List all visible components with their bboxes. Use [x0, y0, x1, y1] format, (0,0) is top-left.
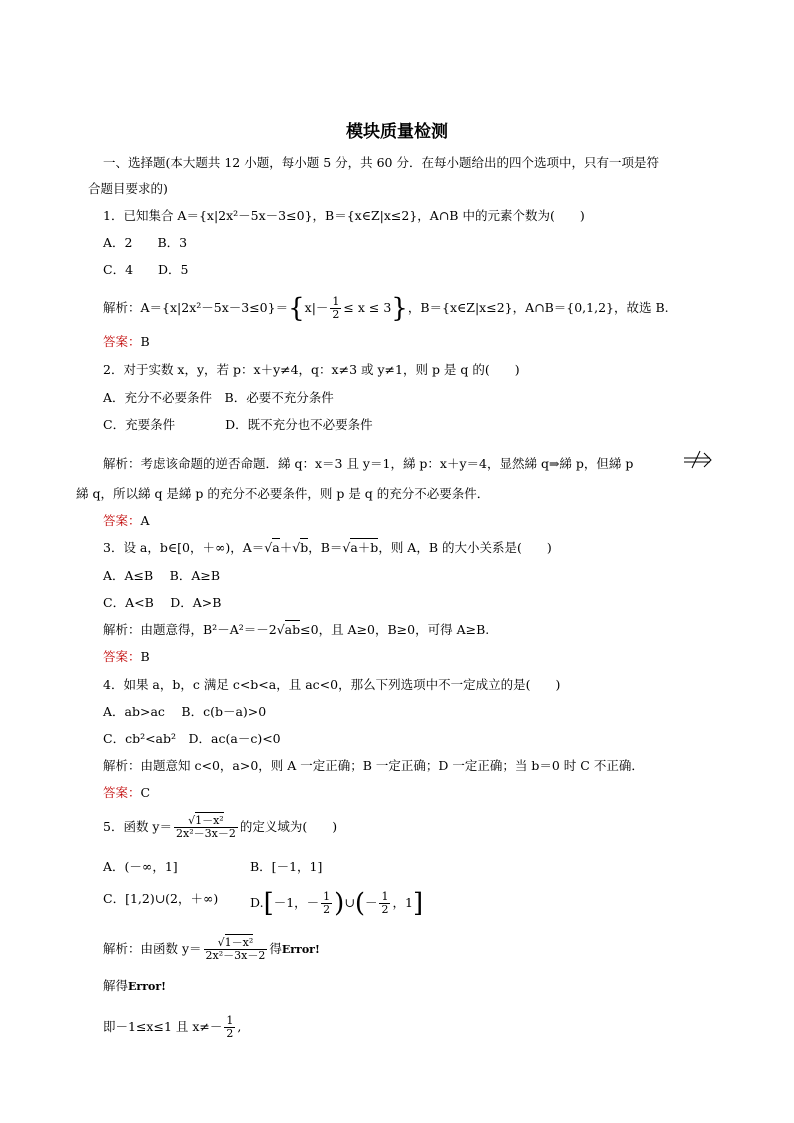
q5-solution-line-3 — [103, 1015, 241, 1040]
fraction-numerator: 1 — [381, 890, 389, 903]
fraction-denominator: 2 — [226, 1027, 234, 1040]
q4-options-ab: A．ab>ac B．c(b－a)>0 — [103, 704, 267, 719]
section-heading-line-1: 一、选择题(本大题共 12 小题，每小题 5 分，共 60 分．在每小题给出的四个选项中，只有一项是符 — [103, 155, 659, 170]
error-text: Error! — [128, 980, 166, 993]
q3-solution-b: ≤0，且 A≥0，B≥0，可得 A≥B. — [300, 622, 490, 637]
q5-option-b: B．[－1，1] — [250, 859, 323, 874]
sqrt-icon: √ — [217, 936, 225, 949]
plus-sign: ＋ — [279, 540, 293, 555]
q1-fraction — [330, 296, 341, 321]
q4-answer — [103, 785, 150, 801]
sqrt-icon: √ — [264, 540, 273, 555]
answer-label: 答案： — [103, 649, 141, 664]
q3-stem-a: 3．设 a，b∈[0，＋∞)，A＝ — [103, 540, 265, 555]
sqrt-ab: ab — [284, 622, 301, 637]
q2-options-cd: C．充要条件 D．既不充分也不必要条件 — [103, 417, 373, 432]
sqrt-b: b — [300, 540, 309, 555]
fraction-denominator: 2 — [381, 903, 389, 916]
q5-stem — [103, 815, 337, 840]
q2-options-ab: A．充分不必要条件 B．必要不充分条件 — [103, 390, 334, 405]
answer-value: C — [140, 785, 151, 800]
q3-answer — [103, 649, 150, 665]
option-d-label: D. — [250, 895, 264, 910]
option-d-part-b: －1，－ — [273, 895, 320, 910]
page-title: 模块质量检测 — [346, 122, 448, 142]
left-brace: { — [288, 293, 305, 324]
fraction-denominator: 2x²－3x－2 — [176, 827, 236, 840]
q5-solution-2a: 解得 — [103, 978, 129, 993]
q5-stem-b: 的定义域为( ) — [239, 819, 338, 834]
q4-solution: 解析：由题意知 c<0，a>0，则 A 一定正确；B 一定正确；D 一定正确；当 b＝0 时 C 不正确． — [103, 758, 644, 773]
q1-solution-b: ，B＝{x∈Z|x≤2}，A∩B＝{0,1,2}，故选 B. — [407, 300, 669, 315]
answer-value: B — [140, 334, 150, 349]
sqrt-content: 1－x² — [224, 936, 254, 949]
answer-value: A — [140, 513, 150, 528]
left-paren: ( — [354, 888, 365, 919]
half-fraction — [224, 1015, 235, 1040]
q5-solution-fraction — [204, 937, 268, 962]
q5-option-a: A．(－∞，1] — [103, 859, 178, 874]
left-bracket: [ — [263, 888, 274, 919]
q5-fraction — [174, 815, 238, 840]
q1-options-ab: A．2 B．3 — [103, 235, 188, 250]
q5-option-c: C．[1,2)∪(2，＋∞) — [103, 891, 219, 906]
q4-options-cd: C．cb²<ab² D．ac(a－c)<0 — [103, 731, 281, 746]
fraction-denominator: 2 — [323, 903, 331, 916]
option-d-part-d: － — [364, 895, 378, 910]
q5-stem-a: 5．函数 y＝ — [103, 819, 172, 834]
q3-solution-a: 解析：由题意得，B²－A²＝－2 — [103, 622, 277, 637]
answer-value: B — [140, 649, 150, 664]
q3-stem — [103, 540, 552, 556]
q5-solution-3a: 即－1≤x≤1 且 x≠－ — [103, 1019, 223, 1034]
q3-options-ab: A．A≤B B．A≥B — [103, 568, 221, 583]
q5-solution-line-2 — [103, 978, 166, 995]
q1-solution-a: 解析：A＝{x|2x²－5x－3≤0}＝ — [103, 300, 289, 315]
sqrt-icon: √ — [292, 540, 301, 555]
q1-solution-set-right: ≤ x ≤ 3 — [343, 300, 392, 315]
q3-stem-c: ，则 A，B 的大小关系是( ) — [378, 540, 552, 555]
q5-solution-b: 得 — [269, 941, 282, 956]
q2-stem: 2．对于实数 x，y，若 p：x＋y≠4，q：x≠3 或 y≠1，则 p 是 q 的( ) — [103, 362, 520, 377]
answer-label: 答案： — [103, 513, 141, 528]
option-d-part-e: ，1 — [392, 895, 413, 910]
q1-stem: 1．已知集合 A＝{x|2x²－5x－3≤0}，B＝{x∈Z|x≤2}，A∩B 中的元素个数为( ) — [103, 208, 585, 223]
error-text: Error! — [281, 943, 320, 956]
q2-solution-line-2: 綈 q，所以綈 q 是綈 p 的充分不必要条件，则 p 是 q 的充分不必要条件． — [76, 486, 490, 501]
q1-solution-set-left: x|－ — [304, 300, 329, 315]
fraction-denominator: 2 — [332, 308, 340, 321]
sqrt-content: 1－x² — [195, 814, 224, 827]
q3-solution — [103, 622, 489, 638]
sqrt-a: a — [272, 540, 280, 555]
not-implies-arrow-icon — [682, 448, 714, 470]
fraction-numerator: 1 — [332, 295, 340, 308]
q1-solution — [103, 293, 669, 324]
q1-options-cd: C．4 D．5 — [103, 262, 189, 277]
q3-options-cd: C．A<B D．A>B — [103, 595, 222, 610]
q2-answer — [103, 513, 150, 529]
q4-stem: 4．如果 a，b，c 满足 c<b<a，且 ac<0，那么下列选项中不一定成立的是( ) — [103, 677, 561, 692]
fraction-denominator: 2x²－3x－2 — [205, 949, 266, 962]
half-fraction — [321, 891, 332, 916]
q1-answer — [103, 334, 150, 350]
right-paren: ) — [334, 888, 345, 919]
q5-solution-a: 解析：由函数 y＝ — [103, 941, 202, 956]
union-symbol: ∪ — [344, 895, 355, 910]
sqrt-a-plus-b: a＋b — [350, 540, 379, 555]
q3-stem-b: ，B＝ — [308, 540, 343, 555]
q5-solution-3b: , — [237, 1019, 242, 1034]
answer-label: 答案： — [103, 334, 141, 349]
fraction-numerator: 1 — [323, 890, 331, 903]
q5-option-d — [250, 888, 424, 919]
sqrt-icon: √ — [342, 540, 351, 555]
q5-solution-line-1 — [103, 937, 320, 962]
half-fraction — [379, 891, 390, 916]
section-heading-line-2: 合题目要求的) — [88, 181, 168, 196]
sqrt-icon: √ — [276, 622, 285, 637]
fraction-numerator: 1 — [226, 1014, 234, 1027]
q2-solution-line-1: 解析：考虑该命题的逆否命题．綈 q：x＝3 且 y＝1，綈 p：x＋y＝4，显然綈 q⇒綈 p，但綈 p — [103, 456, 634, 471]
answer-label: 答案： — [103, 785, 141, 800]
sqrt-icon: √ — [188, 814, 196, 827]
right-bracket: ] — [412, 888, 424, 919]
right-brace: } — [391, 293, 408, 324]
